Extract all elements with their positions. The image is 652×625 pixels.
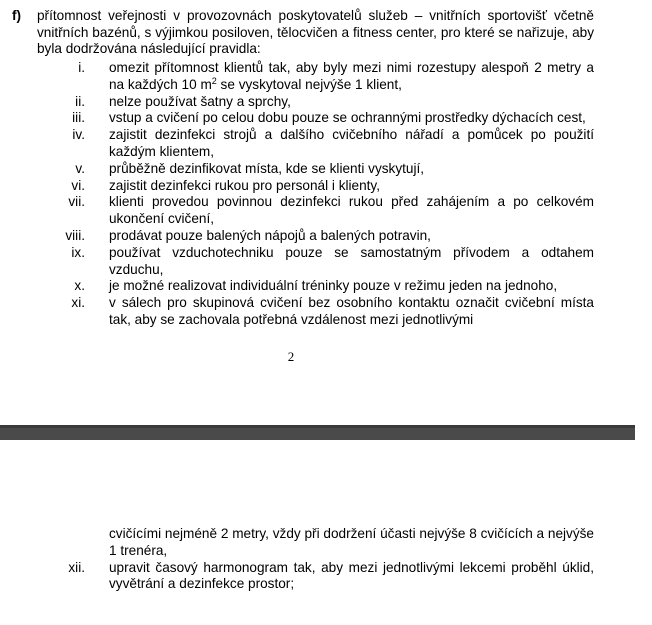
list-item [0,278,635,295]
list-item [0,228,635,245]
list-item [0,526,635,560]
list-item-number: xi. [71,295,85,311]
list-item-text: omezit přítomnost klientů tak, aby byly mezi nimi rozestupy alespoň 2 metry a na každých 10 $m^2$ se vyskytoval nejvýše 1 klient, [109,60,594,92]
list-item [0,94,635,111]
list-item-text: v sálech pro skupinová cvičení bez osobního kontaktu označit cvičební místa tak, aby se zachovala potřebná vzdálenost mezi jednotlivými [109,295,594,327]
list-item-text: průběžně dezinfikovat místa, kde se klienti vyskytují, [109,160,425,176]
document-page-2 [0,440,635,625]
list-item [0,245,635,279]
list-item-number: ix. [71,244,85,260]
list-item-text: upravit časový harmonogram tak, aby mezi jednotlivými lekcemi proběhl úklid, vyvětrání a dezinfekce prostor; [109,559,594,592]
list-item [0,295,635,329]
list-item [0,560,635,594]
list-item-text: klienti provedou povinnou dezinfekci rukou před zahájením a po celkovém ukončení cvičení, [109,194,594,227]
list-item-text: zajistit dezinfekci rukou pro personál i klienty, [109,177,380,193]
list-item-text: vstup a cvičení po celou dobu pouze se ochrannými prostředky dýchacích cest, [109,110,586,126]
list-item-text: je možné realizovat individuální tréninky pouze v režimu jeden na jednoho, [109,278,558,294]
paragraph-intro: přítomnost veřejnosti v provozovnách poskytovatelů služeb – vnitřních sportovišť včetně vnitřních bazénů, s výjimkou posiloven, tělocvičen a fitness center, pro které se nařizuje, aby byla dodržována následující pravidla: [37,8,594,57]
list-item-text: zajistit dezinfekci strojů a dalšího cvičebního nářadí a pomůcek po použití každým klientem, [109,127,594,159]
list-item-number: v. [75,160,85,176]
list-item-number: vi. [71,177,85,193]
superscript: 2 [211,75,217,86]
page-separator [0,425,635,440]
list-item-number: i. [78,60,85,75]
list-item [0,178,635,195]
paragraph-letter: f) [12,8,22,23]
list-item-number: iv. [72,127,85,143]
rules-list-page-2 [0,526,635,593]
list-item-number: vii. [68,194,85,210]
list-item [0,60,635,94]
list-item [0,194,635,228]
list-item-text: prodávat pouze balených nápojů a balených potravin, [109,227,431,243]
list-item-number: ii. [75,93,85,109]
list-item [0,110,635,127]
list-item-number: iii. [72,110,85,126]
list-item [0,127,635,161]
rules-list-page-1 [0,60,635,329]
page-number: 2 [287,349,295,364]
list-item [0,161,635,178]
list-item-number: x. [74,278,85,294]
list-item-text: nelze používat šatny a sprchy, [109,93,291,109]
list-item-text: používat vzduchotechniku pouze se samostatným přívodem a odtahem vzduchu, [109,244,594,277]
list-item-number: xii. [68,559,85,575]
list-item-text: cvičícími nejméně 2 metry, vždy při dodržení účasti nejvýše 8 cvičících a nejvýše 1 trenéra, [109,526,594,558]
list-item-number: viii. [65,227,85,243]
